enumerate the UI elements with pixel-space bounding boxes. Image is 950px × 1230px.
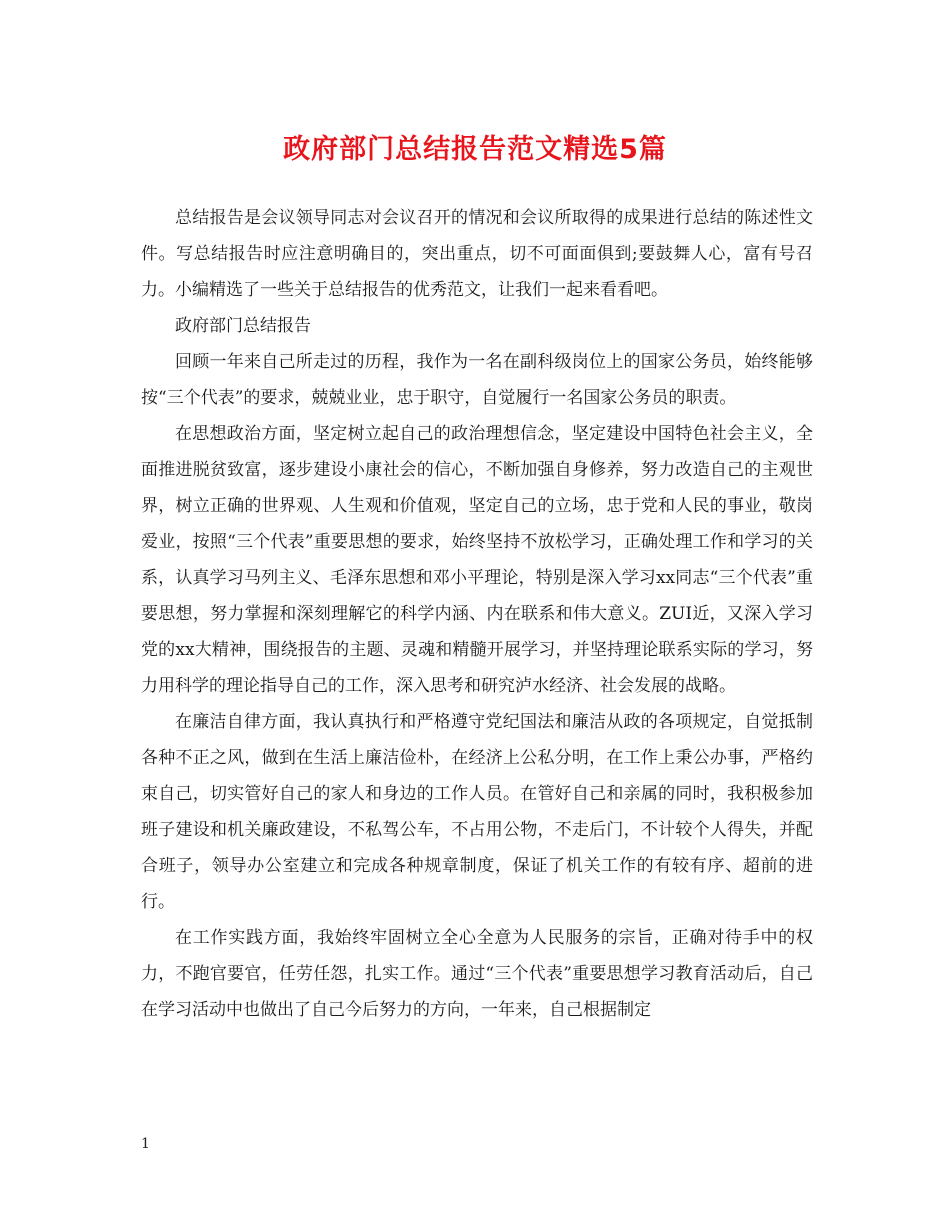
section-heading: 政府部门总结报告 <box>175 316 311 336</box>
document-title: 政府部门总结报告范文精选5篇 <box>283 134 667 165</box>
page-number: 1 <box>141 1136 150 1152</box>
body-paragraph: 在思想政治方面，坚定树立起自己的政治理想信念，坚定建设中国特色社会主义，全面推进脱贫致富，逐步建设小康社会的信心，不断加强自身修养，努力改造自己的主观世界，树立正确的世界观、人生观和价值观，坚定自己的立场，忠于党和人民的事业，敬岗爱业，按照“三个代表”重要思想的要求，始终坚持不放松学习，正确处理工作和学习的关系，认真学习马列主义、毛泽东思想和邓小平理论，特别是深入学习xx同志“三个代表”重要思想，努力掌握和深刻理解它的科学内涵、内在联系和伟大意义。ZUI近，又深入学习党的xx大精神，围绕报告的主题、灵魂和精髓开展学习，并坚持理论联系实际的学习，努力用科学的理论指导自己的工作，深入思考和研究泸水经济、社会发展的战略。 <box>141 424 813 696</box>
document-body <box>141 200 813 1028</box>
body-paragraph: 在廉洁自律方面，我认真执行和严格遵守党纪国法和廉洁从政的各项规定，自觉抵制各种不正之风，做到在生活上廉洁俭朴，在经济上公私分明，在工作上秉公办事，严格约束自己，切实管好自己的家人和身边的工作人员。在管好自己和亲属的同时，我积极参加班子建设和机关廉政建设，不私驾公车，不占用公物，不走后门，不计较个人得失，并配合班子，领导办公室建立和完成各种规章制度，保证了机关工作的有较有序、超前的进行。 <box>141 712 813 912</box>
body-paragraph: 回顾一年来自己所走过的历程，我作为一名在副科级岗位上的国家公务员，始终能够按“三个代表”的要求，兢兢业业，忠于职守，自觉履行一名国家公务员的职责。 <box>141 352 813 408</box>
intro-paragraph: 总结报告是会议领导同志对会议召开的情况和会议所取得的成果进行总结的陈述性文件。写总结报告时应注意明确目的，突出重点，切不可面面俱到;要鼓舞人心，富有号召力。小编精选了一些关于总结报告的优秀范文，让我们一起来看看吧。 <box>141 208 813 300</box>
body-paragraph: 在工作实践方面，我始终牢固树立全心全意为人民服务的宗旨，正确对待手中的权力，不跑官要官，任劳任怨，扎实工作。通过“三个代表”重要思想学习教育活动后，自己在学习活动中也做出了自己今后努力的方向，一年来，自己根据制定 <box>141 928 813 1020</box>
